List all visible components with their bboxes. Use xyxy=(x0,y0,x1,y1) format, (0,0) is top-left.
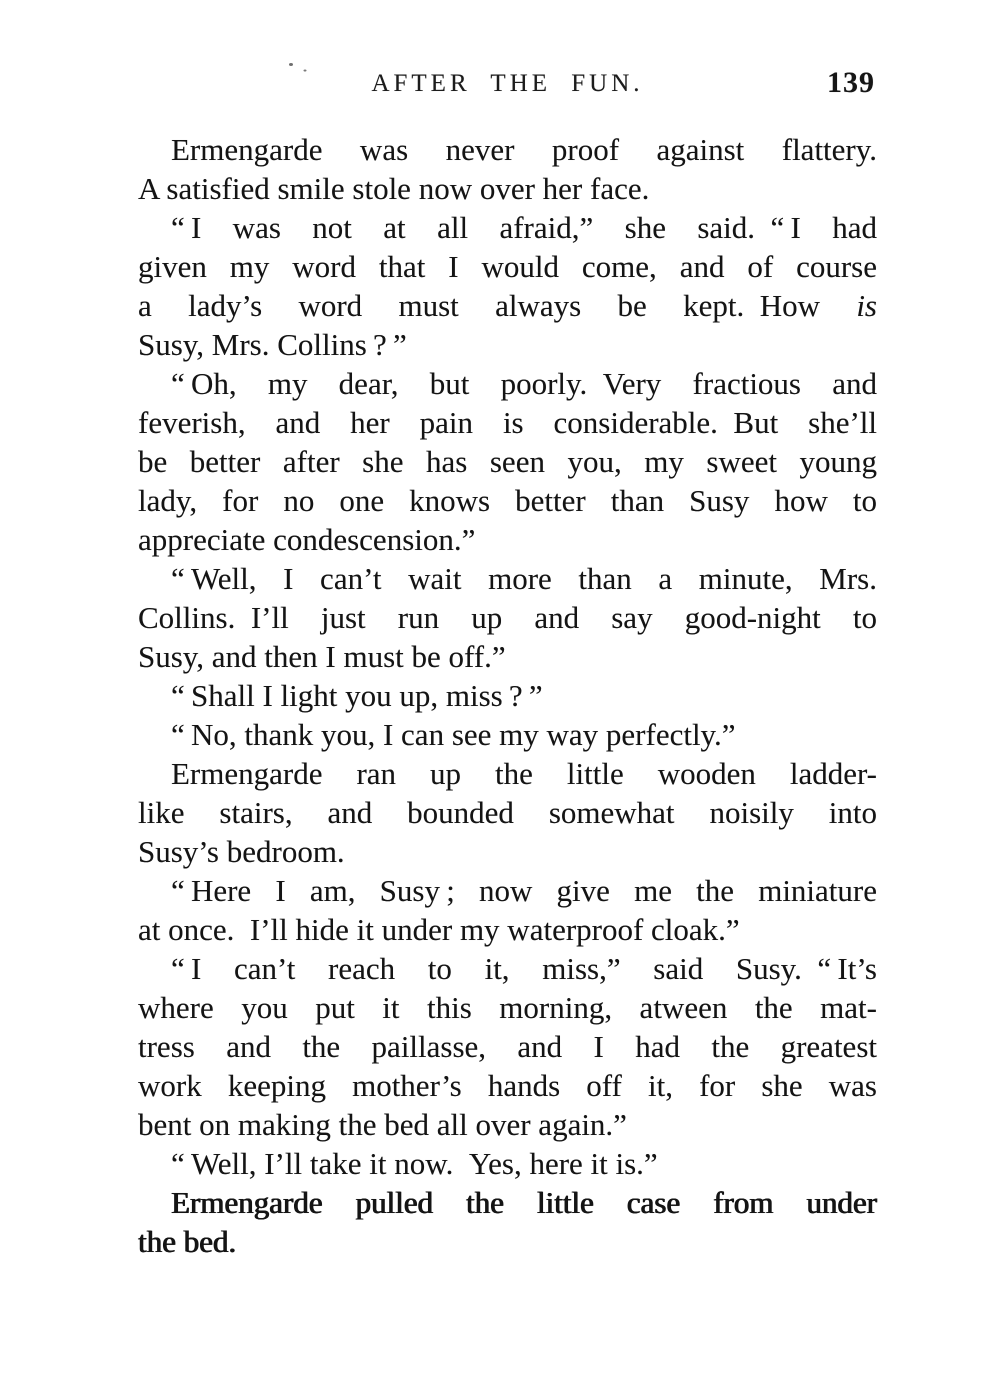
text-line: “ Well, I can’t wait more than a minute, Mrs. xyxy=(171,561,877,596)
text-line: where you put it this morning, atween the mat- xyxy=(138,990,877,1025)
text-line: Ermengarde was never proof against flattery. xyxy=(171,132,877,167)
paragraph xyxy=(138,1144,877,1183)
paragraph xyxy=(138,676,877,715)
text-line: feverish, and her pain is considerable. But she’ll xyxy=(138,405,877,440)
running-head xyxy=(138,66,877,102)
text-line: “ Here I am, Susy ; now give me the miniature xyxy=(171,873,877,908)
text-line: “ No, thank you, I can see my way perfectly.” xyxy=(171,717,736,752)
text-line: “ I was not at all afraid,” she said. “ I had xyxy=(171,210,877,245)
text-line: Susy, and then I must be off.” xyxy=(138,639,506,674)
text-line: “ I can’t reach to it, miss,” said Susy. “ It’s xyxy=(171,951,877,986)
text-line: a lady’s word must always be kept. How is xyxy=(138,288,877,323)
paragraph xyxy=(138,559,877,676)
paragraph xyxy=(138,208,877,364)
chapter-running-title: AFTER THE FUN. xyxy=(371,70,644,97)
text-line: “ Well, I’ll take it now. Yes, here it is.” xyxy=(171,1146,658,1181)
text-line: A satisfied smile stole now over her face. xyxy=(138,171,650,206)
paragraph xyxy=(138,754,877,871)
text-line: work keeping mother’s hands off it, for she was xyxy=(138,1068,877,1103)
text-line: “ Shall I light you up, miss ? ” xyxy=(171,678,543,713)
page-number: 139 xyxy=(827,66,875,99)
text-line: bent on making the bed all over again.” xyxy=(138,1107,627,1142)
text-line: appreciate condescension.” xyxy=(138,522,476,557)
text-line: Susy’s bedroom. xyxy=(138,834,345,869)
text-line: lady, for no one knows better than Susy how to xyxy=(138,483,877,518)
text-line: Ermengarde pulled the little case from under xyxy=(171,1185,877,1220)
text-line: be better after she has seen you, my sweet young xyxy=(138,444,877,479)
paragraph xyxy=(138,1183,877,1261)
text-line: tress and the paillasse, and I had the greatest xyxy=(138,1029,877,1064)
text-line: the bed. xyxy=(138,1224,237,1259)
text-line: Susy, Mrs. Collins ? ” xyxy=(138,327,407,362)
text-line: Collins. I’ll just run up and say good-night to xyxy=(138,600,877,635)
text-line: “ Oh, my dear, but poorly. Very fractious and xyxy=(171,366,877,401)
paragraph xyxy=(138,130,877,208)
paragraph xyxy=(138,949,877,1144)
paragraph xyxy=(138,871,877,949)
paragraph xyxy=(138,364,877,559)
text-line: like stairs, and bounded somewhat noisily into xyxy=(138,795,877,830)
text-line: at once. I’ll hide it under my waterproof cloak.” xyxy=(138,912,740,947)
body-text xyxy=(138,130,877,1261)
text-line: given my word that I would come, and of course xyxy=(138,249,877,284)
paragraph xyxy=(138,715,877,754)
text-line: Ermengarde ran up the little wooden ladder- xyxy=(171,756,877,791)
